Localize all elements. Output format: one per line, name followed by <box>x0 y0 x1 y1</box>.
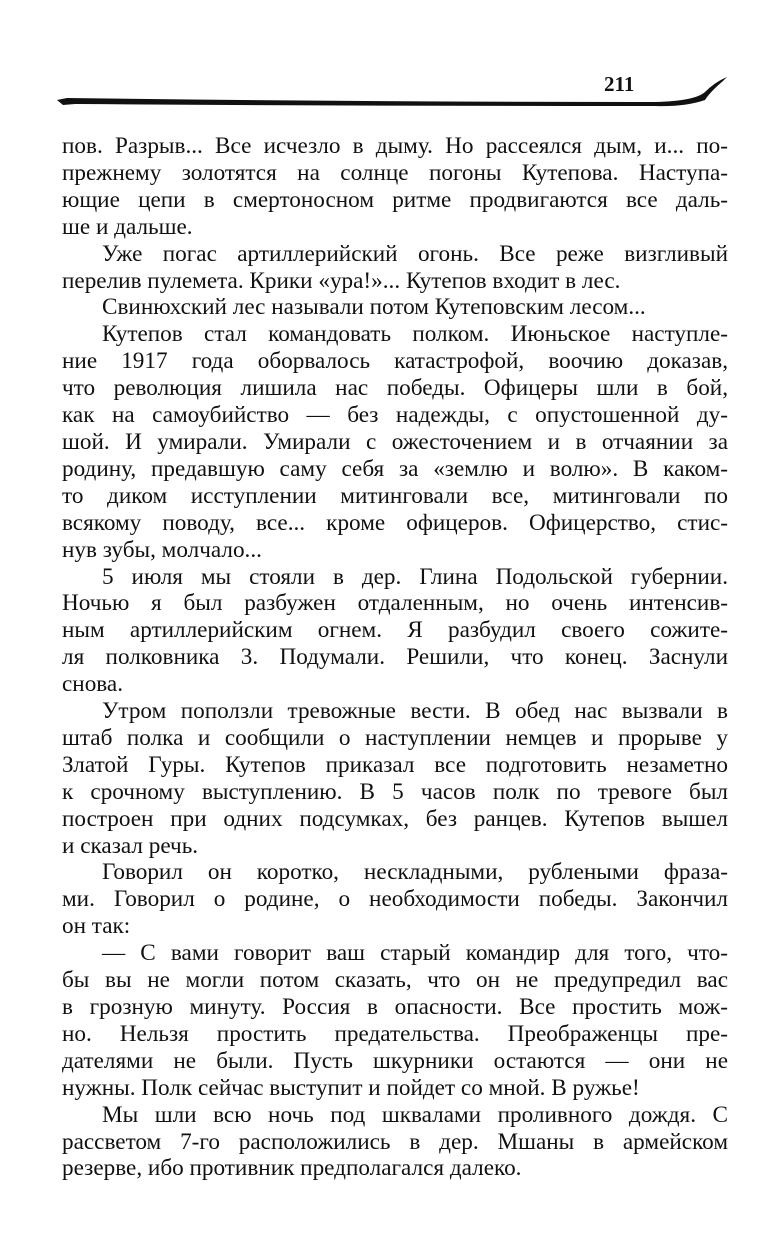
text-line: родину, предавшую саму себя за «землю и волю». В каком- <box>62 455 728 482</box>
text-line: Свинюхский лес называли потом Кутеповским лесом... <box>102 294 646 321</box>
text-line: к срочному выступлению. В 5 часов полк по тревоге был <box>62 778 728 805</box>
paragraph <box>62 133 728 241</box>
text-line: что революция лишила нас победы. Офицеры шли в бой, <box>62 375 728 402</box>
text-line: 5 июля мы стояли в дер. Глина Подольской губернии. <box>102 563 728 590</box>
text-line: Уже погас артиллерийский огонь. Все реже визгливый <box>102 240 728 267</box>
text-line: бы вы не могли потом сказать, что он не предупредил вас <box>62 967 728 994</box>
text-line: перелив пулемета. Крики «ура!»... Кутепов входит в лес. <box>62 267 621 294</box>
text-line: построен при одних подсумках, без ранцев. Кутепов вышел <box>62 805 728 832</box>
text-line: ющие цепи в смертоносном ритме продвигаются все даль- <box>62 186 728 213</box>
text-line: он так: <box>62 913 131 940</box>
text-line: ным артиллерийским огнем. Я разбудил своего сожите- <box>62 617 728 644</box>
text-line: — С вами говорит ваш старый командир для того, что- <box>102 940 728 967</box>
paragraph <box>62 294 728 321</box>
text-line: пов. Разрыв... Все исчезло в дыму. Но рассеялся дым, и... по- <box>62 133 728 159</box>
text-line: ше и дальше. <box>62 213 193 240</box>
text-line: Кутепов стал командовать полком. Июньское наступле- <box>102 321 728 348</box>
text-line: прежнему золотятся на солнце погоны Кутепова. Наступа- <box>62 159 728 186</box>
text-line: но. Нельзя простить предательства. Преображенцы пре- <box>62 1020 728 1047</box>
text-line: нув зубы, молчало... <box>62 536 262 563</box>
text-line: Утром поползли тревожные вести. В обед нас вызвали в <box>102 698 728 725</box>
body-text <box>62 133 728 1182</box>
text-line: Ночью я был разбужен отдаленным, но очень интенсив- <box>62 590 728 617</box>
text-line: то диком исступлении митинговали все, митинговали по <box>62 482 728 509</box>
text-line: Мы шли всю ночь под шквалами проливного дождя. С <box>102 1101 728 1128</box>
text-line: шой. И умирали. Умирали с ожесточением и в отчаянии за <box>62 428 728 455</box>
paragraph <box>62 940 728 1101</box>
paragraph <box>62 321 728 563</box>
text-line: рассветом 7-го расположились в дер. Мшаны в армейском <box>62 1128 728 1155</box>
text-line: ние 1917 года оборвалось катастрофой, воочию доказав, <box>62 348 728 375</box>
paragraph <box>62 698 728 859</box>
text-line: Говорил он коротко, нескладными, рублеными фраза- <box>102 859 728 886</box>
text-line: как на самоубийство — без надежды, с опустошенной ду- <box>62 402 728 429</box>
text-line: резерве, ибо противник предполагался далеко. <box>62 1155 522 1182</box>
text-line: снова. <box>62 671 124 698</box>
text-line: в грозную минуту. Россия в опасности. Все простить мож- <box>62 994 728 1020</box>
page-number: 211 <box>604 72 635 96</box>
text-line: всякому поводу, все... кроме офицеров. Офицерство, стис- <box>62 509 728 536</box>
paragraph <box>62 241 728 295</box>
paragraph <box>62 564 728 699</box>
text-line: штаб полка и сообщили о наступлении немцев и прорыве у <box>62 724 728 751</box>
paragraph <box>62 1102 728 1183</box>
paragraph <box>62 859 728 940</box>
text-line: и сказал речь. <box>62 832 199 859</box>
text-line: дателями не были. Пусть шкурники остаются — они не <box>62 1047 728 1074</box>
text-line: Златой Гуры. Кутепов приказал все подготовить незаметно <box>62 751 728 778</box>
text-line: нужны. Полк сейчас выступит и пойдет со мной. В ружье! <box>62 1074 640 1101</box>
text-line: ля полковника 3. Подумали. Решили, что конец. Заснули <box>62 644 728 671</box>
text-line: ми. Говорил о родине, о необходимости победы. Закончил <box>62 886 728 913</box>
